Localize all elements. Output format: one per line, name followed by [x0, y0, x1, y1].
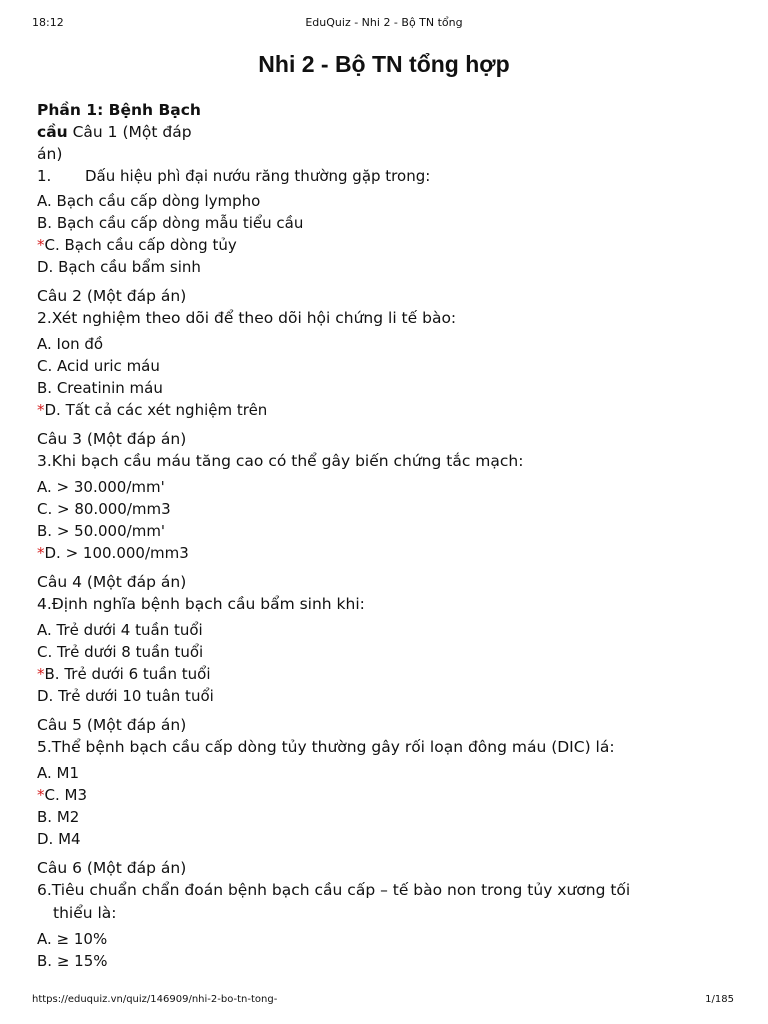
correct-marker: *	[37, 236, 45, 254]
question-number: 1.	[37, 167, 52, 185]
question-number: 2.	[37, 309, 52, 327]
question-text	[37, 593, 727, 616]
option-label: D. > 100.000/mm3	[44, 544, 189, 562]
option-item[interactable]	[37, 234, 727, 256]
question-stem: Tiêu chuẩn chẩn đoán bệnh bạch cầu cấp – tế bào non trong tủy xương tối	[51, 881, 631, 899]
question-text	[37, 165, 727, 187]
option-item[interactable]	[37, 619, 727, 641]
option-item[interactable]	[37, 256, 727, 278]
option-item[interactable]	[37, 476, 727, 498]
option-item[interactable]	[37, 333, 727, 355]
option-label: C. > 80.000/mm3	[37, 500, 171, 518]
quiz-content	[37, 99, 727, 972]
header-time: 18:12	[32, 16, 64, 29]
option-item[interactable]	[37, 377, 727, 399]
question-stem: Định nghĩa bệnh bạch cầu bẩm sinh khi:	[51, 595, 365, 613]
option-list	[37, 333, 727, 421]
question-number: 3.	[37, 452, 52, 470]
option-label: B. > 50.000/mm'	[37, 522, 166, 540]
option-item[interactable]	[37, 520, 727, 542]
option-label: B. ≥ 15%	[37, 952, 108, 970]
option-label: B. M2	[37, 808, 80, 826]
correct-marker: *	[37, 786, 45, 804]
option-list	[37, 476, 727, 564]
option-label: C. M3	[44, 786, 87, 804]
question-text	[37, 879, 727, 925]
option-label: B. Bạch cầu cấp dòng mẫu tiểu cầu	[37, 214, 304, 232]
correct-marker: *	[37, 544, 45, 562]
option-item[interactable]	[37, 399, 727, 421]
question-head: Câu 5 (Một đáp án)	[37, 716, 187, 734]
question-text	[37, 736, 727, 759]
section-label-cont: cầu	[37, 123, 68, 141]
option-label: D. Trẻ dưới 10 tuân tuổi	[37, 687, 214, 705]
option-label: A. Bạch cầu cấp dòng lympho	[37, 192, 261, 210]
question-number: 4.	[37, 595, 52, 613]
question-stem: Khi bạch cầu máu tăng cao có thể gây biến chứng tắc mạch:	[51, 452, 524, 470]
option-item[interactable]	[37, 950, 727, 972]
option-item[interactable]	[37, 928, 727, 950]
question-head: Câu 3 (Một đáp án)	[37, 430, 187, 448]
option-list	[37, 190, 727, 278]
option-label: A. Trẻ dưới 4 tuần tuổi	[37, 621, 203, 639]
question-text	[37, 450, 727, 473]
question-stem: Xét nghiệm theo dõi để theo dõi hội chứng li tế bào:	[51, 309, 457, 327]
option-item[interactable]	[37, 828, 727, 850]
document-title: Nhi 2 - Bộ TN tổng hợp	[258, 51, 510, 77]
option-label: A. ≥ 10%	[37, 930, 108, 948]
option-list	[37, 619, 727, 707]
question-stem: Dấu hiệu phì đại nướu răng thường gặp trong:	[85, 167, 431, 185]
correct-marker: *	[37, 401, 45, 419]
option-item[interactable]	[37, 355, 727, 377]
question-head: Câu 2 (Một đáp án)	[37, 287, 187, 305]
option-item[interactable]	[37, 542, 727, 564]
option-item[interactable]	[37, 212, 727, 234]
option-item[interactable]	[37, 641, 727, 663]
option-label: C. Acid uric máu	[37, 357, 160, 375]
option-item[interactable]	[37, 190, 727, 212]
option-label: D. Tất cả các xét nghiệm trên	[44, 401, 268, 419]
option-item[interactable]	[37, 685, 727, 707]
correct-marker: *	[37, 665, 45, 683]
question-stem: Thể bệnh bạch cầu cấp dòng tủy thường gây rối loạn đông máu (DIC) lá:	[51, 738, 615, 756]
header-title: EduQuiz - Nhi 2 - Bộ TN tổng	[305, 16, 463, 29]
option-label: A. M1	[37, 764, 80, 782]
question-text	[37, 307, 727, 330]
option-label: B. Trẻ dưới 6 tuần tuổi	[44, 665, 211, 683]
option-label: D. M4	[37, 830, 81, 848]
footer-url[interactable]: https://eduquiz.vn/quiz/146909/nhi-2-bo-tn-tong-	[32, 994, 278, 1005]
option-item[interactable]	[37, 498, 727, 520]
option-item[interactable]	[37, 806, 727, 828]
question-number: 6.	[37, 881, 52, 899]
option-item[interactable]	[37, 784, 727, 806]
option-label: C. Bạch cầu cấp dòng tủy	[44, 236, 237, 254]
option-label: B. Creatinin máu	[37, 379, 163, 397]
question-head: Câu 6 (Một đáp án)	[37, 859, 187, 877]
question-head: Câu 4 (Một đáp án)	[37, 573, 187, 591]
option-label: D. Bạch cầu bẩm sinh	[37, 258, 201, 276]
option-label: A. Ion đồ	[37, 335, 104, 353]
question-head: Câu 1 (Một đáp	[67, 123, 192, 141]
section-header	[37, 99, 217, 165]
option-list	[37, 928, 727, 972]
footer-page-number: 1/185	[705, 994, 734, 1005]
question-head-cont: án)	[37, 145, 63, 163]
option-item[interactable]	[37, 663, 727, 685]
option-label: C. Trẻ dưới 8 tuần tuổi	[37, 643, 204, 661]
option-list	[37, 762, 727, 850]
question-number: 5.	[37, 738, 52, 756]
option-label: A. > 30.000/mm'	[37, 478, 165, 496]
question-stem-cont: thiểu là:	[53, 904, 117, 922]
option-item[interactable]	[37, 762, 727, 784]
section-label: Phần 1: Bệnh Bạch	[37, 101, 201, 119]
